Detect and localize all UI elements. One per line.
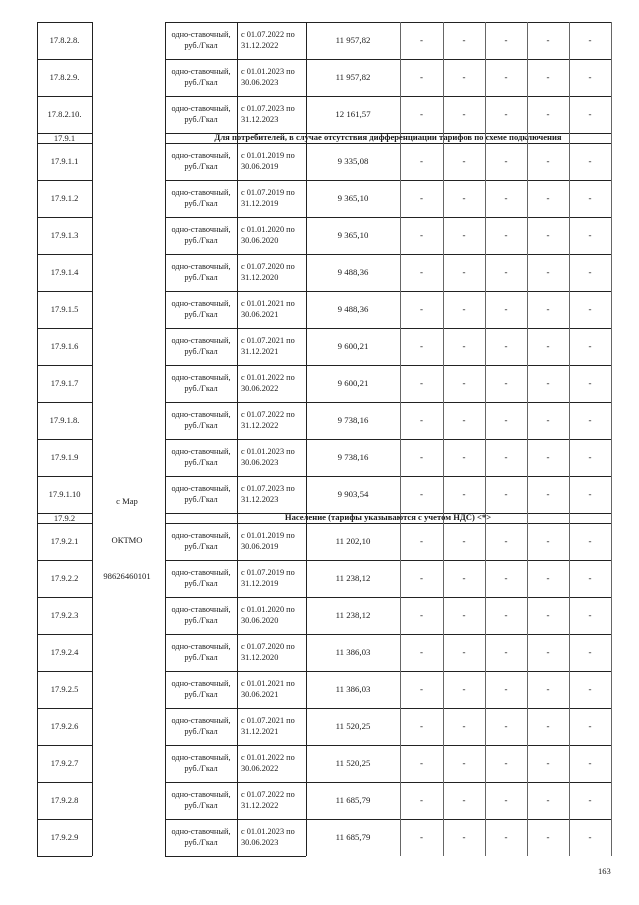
empty-cell-dash: - bbox=[504, 303, 508, 314]
tariff-unit: одно-ставочный, руб./Гкал bbox=[171, 67, 231, 87]
empty-cell-dash: - bbox=[504, 414, 508, 425]
empty-cell-dash: - bbox=[504, 488, 508, 499]
tariff-unit: одно-ставочный, руб./Гкал bbox=[171, 447, 231, 467]
empty-cell-dash: - bbox=[504, 71, 508, 82]
empty-cell-dash: - bbox=[420, 646, 423, 657]
table-bottom-rule bbox=[37, 856, 92, 857]
empty-cell-dash: - bbox=[420, 303, 423, 314]
row-code: 17.9.1.8. bbox=[49, 415, 80, 426]
tariff-unit: одно-ставочный, руб./Гкал bbox=[171, 299, 231, 319]
org-name: с Мар bbox=[116, 496, 138, 506]
row-code: 17.9.2.7 bbox=[50, 758, 79, 769]
tariff-unit: одно-ставочный, руб./Гкал bbox=[171, 753, 231, 773]
empty-cell-dash: - bbox=[504, 340, 508, 351]
empty-cell-dash: - bbox=[462, 71, 466, 82]
tariff-value: 11 386,03 bbox=[335, 684, 371, 694]
row-code: 17.9.2.5 bbox=[50, 684, 79, 695]
empty-cell-dash: - bbox=[462, 192, 466, 203]
empty-cell-dash: - bbox=[588, 414, 592, 425]
empty-cell-dash: - bbox=[420, 377, 423, 388]
empty-cell-dash: - bbox=[588, 303, 592, 314]
tariff-value: 9 600,21 bbox=[337, 378, 369, 388]
tariff-period: с 01.07.2021 по 31.12.2021 bbox=[241, 716, 295, 736]
empty-cell-dash: - bbox=[462, 451, 466, 462]
tariff-period: с 01.07.2019 по 31.12.2019 bbox=[241, 568, 295, 588]
empty-cell-dash: - bbox=[588, 757, 592, 768]
tariff-period: с 01.07.2021 по 31.12.2021 bbox=[241, 336, 295, 356]
empty-cell-dash: - bbox=[546, 535, 550, 546]
empty-cell-dash: - bbox=[588, 794, 592, 805]
row-code: 17.9.1.4 bbox=[50, 267, 79, 278]
row-code: 17.9.1.3 bbox=[50, 230, 79, 241]
empty-cell-dash: - bbox=[420, 266, 423, 277]
tariff-unit: одно-ставочный, руб./Гкал bbox=[171, 104, 231, 124]
empty-cell-dash: - bbox=[504, 683, 508, 694]
empty-cell-dash: - bbox=[462, 303, 466, 314]
oktmo-code: 98626460101 bbox=[103, 571, 151, 581]
empty-cell-dash: - bbox=[588, 451, 592, 462]
tariff-unit: одно-ставочный, руб./Гкал bbox=[171, 642, 231, 662]
empty-cell-dash: - bbox=[588, 683, 592, 694]
empty-cell-dash: - bbox=[420, 572, 423, 583]
empty-cell-dash: - bbox=[420, 34, 423, 45]
empty-cell-dash: - bbox=[420, 155, 423, 166]
tariff-period: с 01.07.2020 по 31.12.2020 bbox=[241, 262, 295, 282]
tariff-value: 11 520,25 bbox=[335, 758, 371, 768]
empty-cell-dash: - bbox=[588, 535, 592, 546]
tariff-value: 11 238,12 bbox=[335, 573, 371, 583]
tariff-unit: одно-ставочный, руб./Гкал bbox=[171, 336, 231, 356]
tariff-value: 9 365,10 bbox=[337, 230, 369, 240]
tariff-period: с 01.01.2021 по 30.06.2021 bbox=[241, 679, 295, 699]
empty-cell-dash: - bbox=[504, 451, 508, 462]
tariff-value: 9 488,36 bbox=[337, 267, 369, 277]
row-code: 17.9.1.6 bbox=[50, 341, 79, 352]
empty-cell-dash: - bbox=[546, 377, 550, 388]
tariff-value: 9 903,54 bbox=[337, 489, 369, 499]
tariff-period: с 01.01.2023 по 30.06.2023 bbox=[241, 827, 295, 847]
empty-cell-dash: - bbox=[420, 488, 423, 499]
tariff-period: с 01.07.2022 по 31.12.2022 bbox=[241, 410, 295, 430]
empty-cell-dash: - bbox=[420, 108, 423, 119]
empty-cell-dash: - bbox=[420, 414, 423, 425]
empty-cell-dash: - bbox=[546, 155, 550, 166]
empty-cell-dash: - bbox=[504, 108, 508, 119]
column-rule bbox=[611, 22, 612, 856]
tariff-unit: одно-ставочный, руб./Гкал bbox=[171, 484, 231, 504]
empty-cell-dash: - bbox=[588, 34, 592, 45]
empty-cell-dash: - bbox=[504, 757, 508, 768]
empty-cell-dash: - bbox=[462, 535, 466, 546]
tariff-unit: одно-ставочный, руб./Гкал bbox=[171, 679, 231, 699]
row-code: 17.9.2.3 bbox=[50, 610, 79, 621]
row-code: 17.8.2.8. bbox=[49, 35, 80, 46]
tariff-unit: одно-ставочный, руб./Гкал bbox=[171, 716, 231, 736]
row-code: 17.9.2.1 bbox=[50, 536, 79, 547]
empty-cell-dash: - bbox=[420, 451, 423, 462]
tariff-period: с 01.07.2020 по 31.12.2020 bbox=[241, 642, 295, 662]
tariff-period: с 01.01.2023 по 30.06.2023 bbox=[241, 67, 295, 87]
empty-cell-dash: - bbox=[462, 831, 466, 842]
tariff-unit: одно-ставочный, руб./Гкал bbox=[171, 410, 231, 430]
empty-cell-dash: - bbox=[462, 720, 466, 731]
empty-cell-dash: - bbox=[546, 192, 550, 203]
tariff-value: 9 488,36 bbox=[337, 304, 369, 314]
empty-cell-dash: - bbox=[546, 646, 550, 657]
tariff-period: с 01.07.2022 по 31.12.2022 bbox=[241, 790, 295, 810]
empty-cell-dash: - bbox=[588, 71, 592, 82]
empty-cell-dash: - bbox=[588, 340, 592, 351]
tariff-unit: одно-ставочный, руб./Гкал bbox=[171, 151, 231, 171]
empty-cell-dash: - bbox=[504, 831, 508, 842]
empty-cell-dash: - bbox=[420, 340, 423, 351]
tariff-unit: одно-ставочный, руб./Гкал bbox=[171, 531, 231, 551]
column-rule bbox=[92, 22, 93, 856]
empty-cell-dash: - bbox=[588, 192, 592, 203]
tariff-value: 11 202,10 bbox=[335, 536, 371, 546]
tariff-unit: одно-ставочный, руб./Гкал bbox=[171, 30, 231, 50]
empty-cell-dash: - bbox=[462, 377, 466, 388]
empty-cell-dash: - bbox=[588, 720, 592, 731]
tariff-period: с 01.01.2019 по 30.06.2019 bbox=[241, 151, 295, 171]
empty-cell-dash: - bbox=[420, 71, 423, 82]
empty-cell-dash: - bbox=[546, 757, 550, 768]
tariff-unit: одно-ставочный, руб./Гкал bbox=[171, 790, 231, 810]
page-number: 163 bbox=[598, 866, 611, 876]
empty-cell-dash: - bbox=[420, 192, 423, 203]
empty-cell-dash: - bbox=[462, 646, 466, 657]
empty-cell-dash: - bbox=[504, 720, 508, 731]
empty-cell-dash: - bbox=[420, 609, 423, 620]
row-code: 17.9.1.7 bbox=[50, 378, 79, 389]
row-code: 17.8.2.9. bbox=[49, 72, 80, 83]
tariff-period: с 01.01.2020 по 30.06.2020 bbox=[241, 605, 295, 625]
row-code: 17.9.1.10 bbox=[48, 489, 81, 500]
empty-cell-dash: - bbox=[420, 535, 423, 546]
tariff-value: 11 685,79 bbox=[335, 832, 371, 842]
empty-cell-dash: - bbox=[462, 266, 466, 277]
empty-cell-dash: - bbox=[420, 229, 423, 240]
empty-cell-dash: - bbox=[588, 377, 592, 388]
tariff-unit: одно-ставочный, руб./Гкал bbox=[171, 827, 231, 847]
table-bottom-rule bbox=[165, 856, 306, 857]
empty-cell-dash: - bbox=[504, 572, 508, 583]
empty-cell-dash: - bbox=[588, 266, 592, 277]
empty-cell-dash: - bbox=[588, 229, 592, 240]
tariff-period: с 01.01.2022 по 30.06.2022 bbox=[241, 753, 295, 773]
empty-cell-dash: - bbox=[588, 155, 592, 166]
empty-cell-dash: - bbox=[546, 108, 550, 119]
empty-cell-dash: - bbox=[546, 451, 550, 462]
tariff-unit: одно-ставочный, руб./Гкал bbox=[171, 568, 231, 588]
row-code: 17.8.2.10. bbox=[47, 109, 82, 120]
empty-cell-dash: - bbox=[546, 71, 550, 82]
empty-cell-dash: - bbox=[546, 34, 550, 45]
empty-cell-dash: - bbox=[462, 609, 466, 620]
section-code: 17.9.2 bbox=[53, 512, 76, 523]
empty-cell-dash: - bbox=[462, 340, 466, 351]
tariff-value: 9 600,21 bbox=[337, 341, 369, 351]
section-title: Население (тарифы указываются с учетом НДС) <*> bbox=[284, 512, 492, 522]
tariff-period: с 01.01.2020 по 30.06.2020 bbox=[241, 225, 295, 245]
tariff-value: 11 685,79 bbox=[335, 795, 371, 805]
empty-cell-dash: - bbox=[504, 377, 508, 388]
row-code: 17.9.1.9 bbox=[50, 452, 79, 463]
tariff-period: с 01.01.2021 по 30.06.2021 bbox=[241, 299, 295, 319]
tariff-period: с 01.01.2022 по 30.06.2022 bbox=[241, 373, 295, 393]
section-title: Для потребителей, в случае отсутствия дифференциации тарифов по схеме подключения bbox=[214, 132, 562, 142]
tariff-period: с 01.07.2022 по 31.12.2022 bbox=[241, 30, 295, 50]
empty-cell-dash: - bbox=[462, 155, 466, 166]
tariff-value: 11 957,82 bbox=[335, 72, 371, 82]
empty-cell-dash: - bbox=[504, 34, 508, 45]
tariff-unit: одно-ставочный, руб./Гкал bbox=[171, 188, 231, 208]
empty-cell-dash: - bbox=[462, 229, 466, 240]
tariff-value: 9 365,10 bbox=[337, 193, 369, 203]
empty-cell-dash: - bbox=[588, 108, 592, 119]
tariff-unit: одно-ставочный, руб./Гкал bbox=[171, 262, 231, 282]
empty-cell-dash: - bbox=[462, 108, 466, 119]
tariff-value: 9 335,08 bbox=[337, 156, 369, 166]
empty-cell-dash: - bbox=[588, 488, 592, 499]
empty-cell-dash: - bbox=[420, 683, 423, 694]
empty-cell-dash: - bbox=[504, 794, 508, 805]
empty-cell-dash: - bbox=[462, 794, 466, 805]
empty-cell-dash: - bbox=[546, 340, 550, 351]
empty-cell-dash: - bbox=[546, 831, 550, 842]
empty-cell-dash: - bbox=[588, 646, 592, 657]
empty-cell-dash: - bbox=[588, 572, 592, 583]
empty-cell-dash: - bbox=[546, 266, 550, 277]
empty-cell-dash: - bbox=[546, 572, 550, 583]
row-code: 17.9.2.8 bbox=[50, 795, 79, 806]
empty-cell-dash: - bbox=[546, 609, 550, 620]
section-code: 17.9.1 bbox=[53, 132, 76, 143]
tariff-unit: одно-ставочный, руб./Гкал bbox=[171, 605, 231, 625]
tariff-value: 11 238,12 bbox=[335, 610, 371, 620]
tariff-period: с 01.07.2023 по 31.12.2023 bbox=[241, 484, 295, 504]
tariff-period: с 01.07.2019 по 31.12.2019 bbox=[241, 188, 295, 208]
tariff-unit: одно-ставочный, руб./Гкал bbox=[171, 373, 231, 393]
empty-cell-dash: - bbox=[546, 720, 550, 731]
empty-cell-dash: - bbox=[546, 414, 550, 425]
row-code: 17.9.2.2 bbox=[50, 573, 79, 584]
tariff-value: 12 161,57 bbox=[335, 109, 371, 119]
tariff-value: 11 520,25 bbox=[335, 721, 371, 731]
empty-cell-dash: - bbox=[588, 609, 592, 620]
empty-cell-dash: - bbox=[588, 831, 592, 842]
empty-cell-dash: - bbox=[546, 488, 550, 499]
empty-cell-dash: - bbox=[504, 646, 508, 657]
row-code: 17.9.1.2 bbox=[50, 193, 79, 204]
empty-cell-dash: - bbox=[504, 229, 508, 240]
empty-cell-dash: - bbox=[462, 757, 466, 768]
tariff-value: 9 738,16 bbox=[337, 452, 369, 462]
oktmo-label: ОКТМО bbox=[111, 535, 143, 545]
tariff-period: с 01.01.2023 по 30.06.2023 bbox=[241, 447, 295, 467]
tariff-period: с 01.07.2023 по 31.12.2023 bbox=[241, 104, 295, 124]
empty-cell-dash: - bbox=[504, 535, 508, 546]
empty-cell-dash: - bbox=[462, 488, 466, 499]
empty-cell-dash: - bbox=[420, 794, 423, 805]
empty-cell-dash: - bbox=[420, 757, 423, 768]
empty-cell-dash: - bbox=[546, 303, 550, 314]
empty-cell-dash: - bbox=[504, 266, 508, 277]
row-code: 17.9.2.4 bbox=[50, 647, 79, 658]
empty-cell-dash: - bbox=[546, 683, 550, 694]
empty-cell-dash: - bbox=[462, 34, 466, 45]
empty-cell-dash: - bbox=[504, 192, 508, 203]
empty-cell-dash: - bbox=[462, 572, 466, 583]
empty-cell-dash: - bbox=[420, 831, 423, 842]
empty-cell-dash: - bbox=[504, 155, 508, 166]
empty-cell-dash: - bbox=[504, 609, 508, 620]
row-code: 17.9.2.9 bbox=[50, 832, 79, 843]
empty-cell-dash: - bbox=[546, 229, 550, 240]
tariff-value: 11 386,03 bbox=[335, 647, 371, 657]
tariff-value: 11 957,82 bbox=[335, 35, 371, 45]
empty-cell-dash: - bbox=[462, 414, 466, 425]
row-code: 17.9.1.1 bbox=[50, 156, 79, 167]
row-code: 17.9.2.6 bbox=[50, 721, 79, 732]
empty-cell-dash: - bbox=[546, 794, 550, 805]
empty-cell-dash: - bbox=[420, 720, 423, 731]
tariff-value: 9 738,16 bbox=[337, 415, 369, 425]
tariff-period: с 01.01.2019 по 30.06.2019 bbox=[241, 531, 295, 551]
tariff-unit: одно-ставочный, руб./Гкал bbox=[171, 225, 231, 245]
empty-cell-dash: - bbox=[462, 683, 466, 694]
row-code: 17.9.1.5 bbox=[50, 304, 79, 315]
